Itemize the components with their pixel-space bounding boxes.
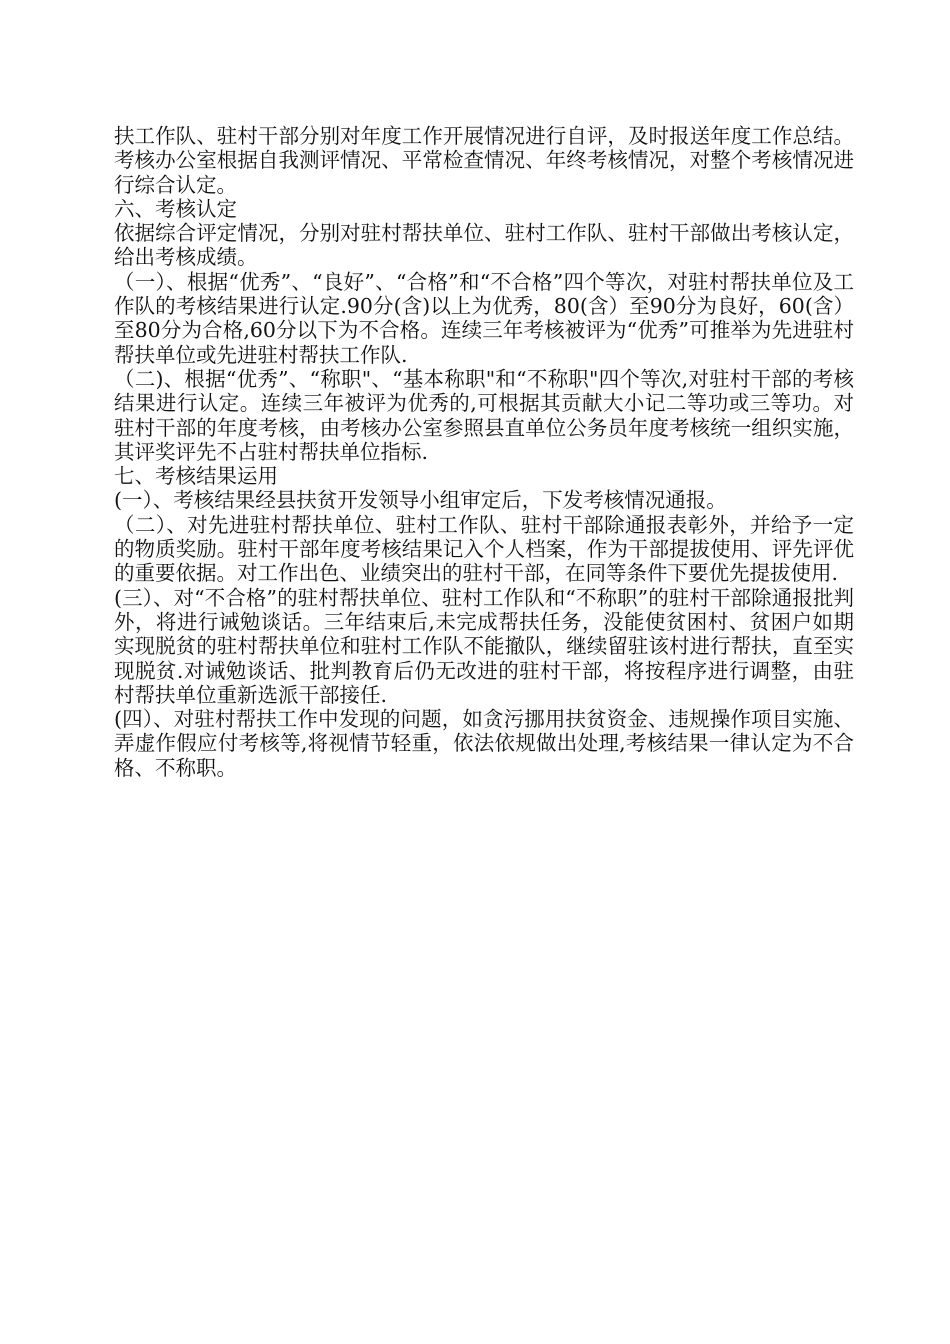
paragraph-admonition: (三）、对“不合格”的驻村帮扶单位、驻村工作队和“不称职”的驻村干部除通报批判外，将进行诫勉谈话。三年结束后,未完成帮扶任务，没能使贫困村、贫困户如期实现脱贫的驻村帮扶单位和驻村工作队不能撤队，继续留驻该村进行帮扶，直至实现脱贫.对诫勉谈话、批判教育后仍无改进的驻村干部，将按程序进行调整，由驻村帮扶单位重新选派干部接任.: [114, 585, 854, 707]
paragraph-self-evaluation: 扶工作队、驻村干部分别对年度工作开展情况进行自评，及时报送年度工作总结。考核办公室根据自我测评情况、平常检查情况、年终考核情况，对整个考核情况进行综合认定。: [114, 124, 854, 197]
paragraph-violations: (四）、对驻村帮扶工作中发现的问题，如贪污挪用扶贫资金、违规操作项目实施、弄虚作假应付考核等,将视情节轻重，依法依规做出处理,考核结果一律认定为不合格、不称职。: [114, 707, 854, 780]
paragraph-cadre-grades: （二)、根据“优秀”、“称职"、“基本称职"和“不称职"四个等次,对驻村干部的考核结果进行认定。连续三年被评为优秀的,可根据其贡献大小记二等功或三等功。对驻村干部的年度考核，由考核办公室参照县直单位公务员年度考核统一组织实施，其评奖评先不占驻村帮扶单位指标.: [114, 366, 854, 464]
paragraph-assessment-basis: 依据综合评定情况，分别对驻村帮扶单位、驻村工作队、驻村干部做出考核认定，给出考核成绩。: [114, 221, 854, 270]
paragraph-unit-grades: （一）、根据“优秀”、“良好”、“合格”和“不合格”四个等次，对驻村帮扶单位及工作队的考核结果进行认定.90分(含)以上为优秀，80(含）至90分为良好，60(含）至80分为合格,60分以下为不合格。连续三年考核被评为“优秀”可推举为先进驻村帮扶单位或先进驻村帮扶工作队.: [114, 269, 854, 367]
paragraph-rewards: （二）、对先进驻村帮扶单位、驻村工作队、驻村干部除通报表彰外，并给予一定的物质奖励。驻村干部年度考核结果记入个人档案，作为干部提拔使用、评先评优的重要依据。对工作出色、业绩突出的驻村干部，在同等条件下要优先提拔使用.: [114, 512, 854, 586]
paragraph-results-notice: (一）、考核结果经县扶贫开发领导小组审定后，下发考核情况通报。: [114, 488, 727, 513]
document-page: [114, 124, 854, 780]
section-heading-results-use: 七、考核结果运用: [114, 464, 278, 489]
section-heading-assessment: 六、考核认定: [114, 196, 237, 221]
